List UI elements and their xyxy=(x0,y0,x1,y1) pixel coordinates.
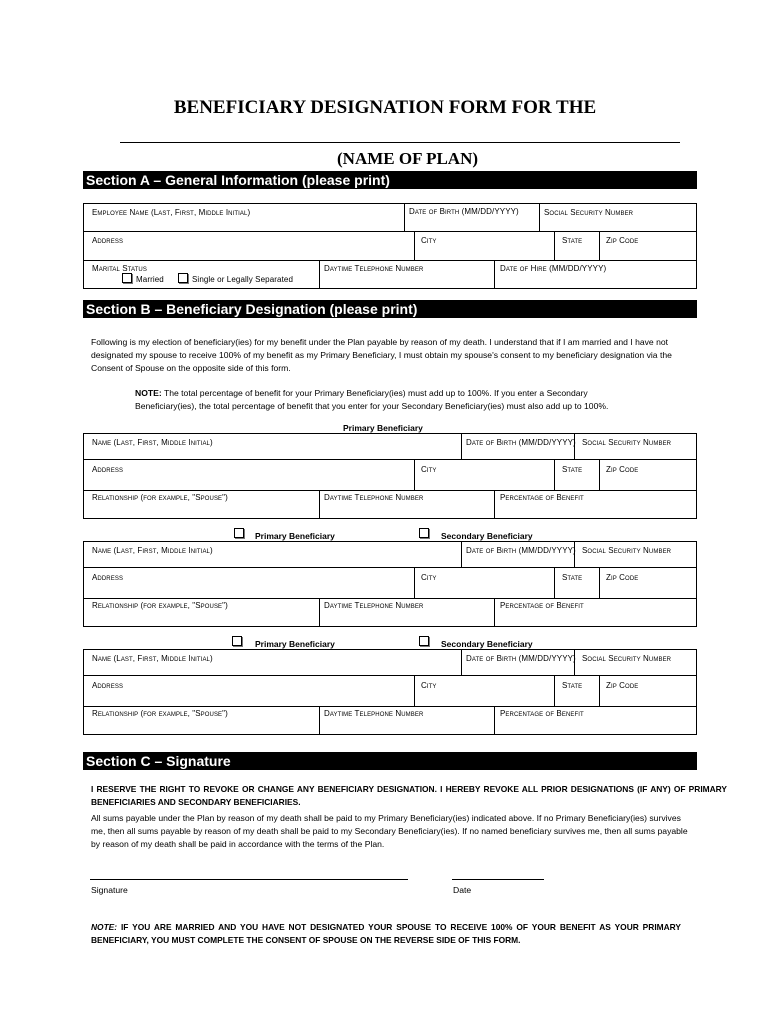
b3-primary-checkbox[interactable] xyxy=(232,636,242,646)
election-statement: Following is my election of beneficiary(ies) for my benefit under the Plan payable by reason of my death. I understand that if I am married and I have not designated my spouse to receive 100% of my benefit as my Primary Beneficiary, I must obtain my spouse's consent to my beneficiary designation via the Consent of Spouse on the opposite side of this form. xyxy=(91,337,672,373)
hire-date-field[interactable]: Date of Hire (MM/DD/YYYY) xyxy=(500,264,607,273)
b3-secondary-checkbox[interactable] xyxy=(419,636,429,646)
beneficiary-dob-field[interactable]: Date of Birth (MM/DD/YYYY) xyxy=(466,546,576,555)
b3-secondary-label: Secondary Beneficiary xyxy=(441,639,533,649)
b2-secondary-label: Secondary Beneficiary xyxy=(441,531,533,541)
beneficiary-ssn-field[interactable]: Social Security Number xyxy=(582,438,672,447)
section-a-heading: Section A – General Information (please print) xyxy=(83,171,697,189)
employee-address-field[interactable]: Address xyxy=(92,236,124,245)
plan-name-line xyxy=(120,142,680,143)
employee-dob-field[interactable]: Date of Birth (MM/DD/YYYY) xyxy=(409,207,519,216)
beneficiary-city-field[interactable]: City xyxy=(421,681,437,690)
beneficiary-table-2 xyxy=(83,541,697,627)
section-b-heading: Section B – Beneficiary Designation (please print) xyxy=(83,300,697,318)
signature-label: Signature xyxy=(91,885,128,895)
single-label: Single or Legally Separated xyxy=(192,275,293,284)
employee-ssn-field[interactable]: Social Security Number xyxy=(544,208,634,217)
employee-phone-field[interactable]: Daytime Telephone Number xyxy=(324,264,424,273)
plan-name-caption: (NAME OF PLAN) xyxy=(337,149,479,168)
beneficiary-dob-field[interactable]: Date of Birth (MM/DD/YYYY) xyxy=(466,654,576,663)
beneficiary-address-field[interactable]: Address xyxy=(92,465,124,474)
employee-zip-field[interactable]: Zip Code xyxy=(606,236,639,245)
form-title: BENEFICIARY DESIGNATION FORM FOR THE xyxy=(173,97,597,118)
section-c-heading: Section C – Signature xyxy=(83,752,697,770)
note-text: The total percentage of benefit for your Primary Beneficiary(ies) must add up to 100%. If you enter a Secondary Beneficiary(ies), the total percentage of benefit that you enter for your Secondary Beneficiary(ies) must also add up to 100%. xyxy=(135,388,609,411)
beneficiary-name-field[interactable]: Name (Last, First, Middle Initial) xyxy=(92,654,213,663)
primary-beneficiary-heading: Primary Beneficiary xyxy=(343,423,423,433)
beneficiary-phone-field[interactable]: Daytime Telephone Number xyxy=(324,493,424,502)
beneficiary-percentage-field[interactable]: Percentage of Benefit xyxy=(500,601,584,610)
section-a-table xyxy=(83,203,697,289)
percentage-note xyxy=(135,387,650,413)
note-c-label: NOTE: xyxy=(91,922,118,932)
beneficiary-relationship-field[interactable]: Relationship (for example, "Spouse") xyxy=(92,601,228,610)
employee-city-field[interactable]: City xyxy=(421,236,437,245)
note-label: NOTE: xyxy=(135,388,162,398)
b2-primary-label: Primary Beneficiary xyxy=(255,531,335,541)
date-line[interactable] xyxy=(452,879,544,880)
beneficiary-ssn-field[interactable]: Social Security Number xyxy=(582,654,672,663)
beneficiary-percentage-field[interactable]: Percentage of Benefit xyxy=(500,493,584,502)
beneficiary-dob-field[interactable]: Date of Birth (MM/DD/YYYY) xyxy=(466,438,576,447)
beneficiary-zip-field[interactable]: Zip Code xyxy=(606,465,639,474)
date-label: Date xyxy=(453,885,472,895)
beneficiary-name-field[interactable]: Name (Last, First, Middle Initial) xyxy=(92,546,213,555)
married-checkbox[interactable] xyxy=(122,273,132,283)
note-c-text: IF YOU ARE MARRIED AND YOU HAVE NOT DESIGNATED YOUR SPOUSE TO RECEIVE 100% OF YOUR BENEFIT AS YOUR PRIMARY BENEFICIARY, YOU MUST COMPLETE THE CONSENT OF SPOUSE ON THE REVERSE SIDE OF THIS FORM. xyxy=(91,922,681,945)
beneficiary-table-3 xyxy=(83,649,697,735)
beneficiary-state-field[interactable]: State xyxy=(562,573,583,582)
beneficiary-ssn-field[interactable]: Social Security Number xyxy=(582,546,672,555)
signature-line[interactable] xyxy=(90,879,408,880)
beneficiary-city-field[interactable]: City xyxy=(421,573,437,582)
beneficiary-relationship-field[interactable]: Relationship (for example, "Spouse") xyxy=(92,709,228,718)
marital-status-label: Marital Status xyxy=(92,264,147,273)
revocation-statement: I RESERVE THE RIGHT TO REVOKE OR CHANGE ANY BENEFICIARY DESIGNATION. I HEREBY REVOKE ALL PRIOR DESIGNATIONS (IF ANY) OF PRIMARY BENEFICIARIES AND SECONDARY BENEFICIARIES. xyxy=(91,784,727,807)
employee-name-field[interactable]: Employee Name (Last, First, Middle Initial) xyxy=(92,208,251,217)
b3-primary-label: Primary Beneficiary xyxy=(255,639,335,649)
b2-secondary-checkbox[interactable] xyxy=(419,528,429,538)
beneficiary-percentage-field[interactable]: Percentage of Benefit xyxy=(500,709,584,718)
beneficiary-name-field[interactable]: Name (Last, First, Middle Initial) xyxy=(92,438,213,447)
spouse-consent-note xyxy=(91,921,681,947)
employee-state-field[interactable]: State xyxy=(562,236,583,245)
single-checkbox[interactable] xyxy=(178,273,188,283)
payment-statement: All sums payable under the Plan by reason of my death shall be paid to my Primary Beneficiary(ies) indicated above. If no Primary Beneficiary(ies) survives me, then all sums payable by reason of my death shall be paid to my Secondary Beneficiary(ies). If no named beneficiary survives me, then all sums payable by reason of my death shall be paid in accordance with the terms of the Plan. xyxy=(91,813,688,849)
beneficiary-address-field[interactable]: Address xyxy=(92,573,124,582)
beneficiary-zip-field[interactable]: Zip Code xyxy=(606,573,639,582)
beneficiary-zip-field[interactable]: Zip Code xyxy=(606,681,639,690)
beneficiary-address-field[interactable]: Address xyxy=(92,681,124,690)
beneficiary-city-field[interactable]: City xyxy=(421,465,437,474)
beneficiary-phone-field[interactable]: Daytime Telephone Number xyxy=(324,601,424,610)
beneficiary-state-field[interactable]: State xyxy=(562,681,583,690)
beneficiary-phone-field[interactable]: Daytime Telephone Number xyxy=(324,709,424,718)
b2-primary-checkbox[interactable] xyxy=(234,528,244,538)
beneficiary-table-1 xyxy=(83,433,697,519)
beneficiary-state-field[interactable]: State xyxy=(562,465,583,474)
beneficiary-relationship-field[interactable]: Relationship (for example, "Spouse") xyxy=(92,493,228,502)
married-label: Married xyxy=(136,275,164,284)
